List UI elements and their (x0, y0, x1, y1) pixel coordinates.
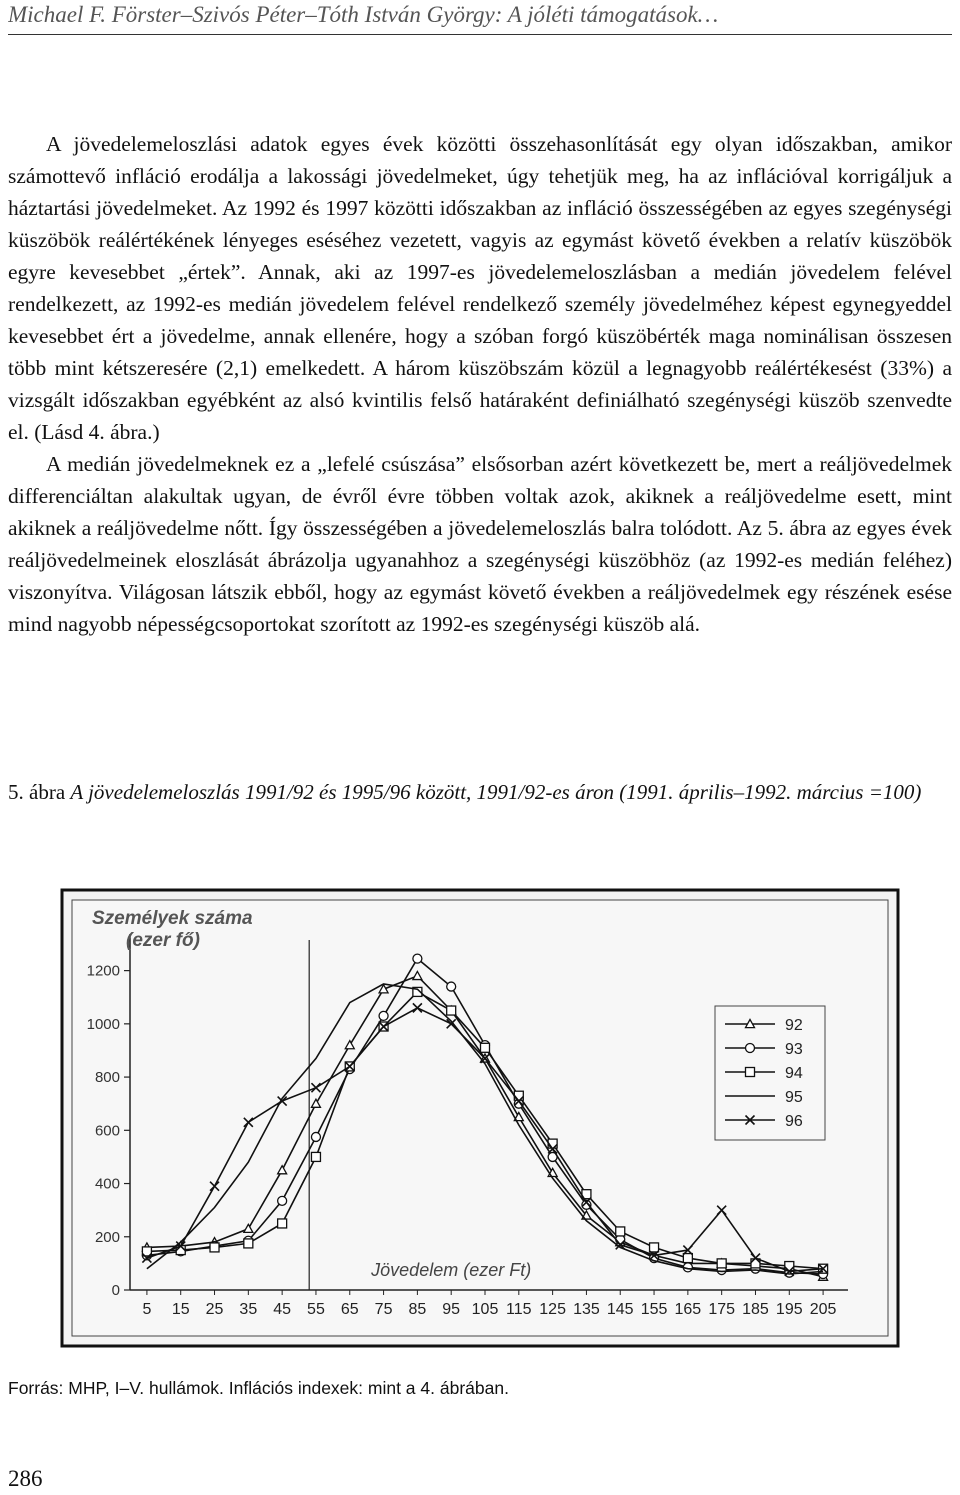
source-note: Forrás: MHP, I–V. hullámok. Inflációs indexek: mint a 4. ábrában. (8, 1378, 509, 1398)
point-93-55 (311, 1132, 320, 1141)
x-tick-label-45: 45 (273, 1301, 292, 1318)
y-tick-label-0: 0 (111, 1282, 120, 1299)
figure-caption (8, 776, 952, 808)
y-axis-label-unit: (ezer fő) (126, 930, 200, 951)
x-tick-label-135: 135 (573, 1301, 600, 1318)
legend-marker-94 (746, 1068, 755, 1077)
y-tick-label-1000: 1000 (86, 1015, 120, 1033)
x-tick-label-155: 155 (640, 1301, 668, 1318)
legend-label-92: 92 (785, 1017, 803, 1034)
x-axis-label: Jövedelem (ezer Ft) (371, 1260, 532, 1280)
figure-5 (60, 888, 900, 1348)
point-94-25 (210, 1243, 219, 1252)
x-tick-label-65: 65 (340, 1301, 359, 1318)
point-94-165 (683, 1254, 692, 1263)
x-tick-label-175: 175 (708, 1301, 736, 1318)
y-tick-label-200: 200 (94, 1228, 120, 1246)
x-tick-label-205: 205 (809, 1301, 837, 1318)
x-tick-label-115: 115 (506, 1301, 532, 1318)
paragraph-2: A medián jövedelmeknek ez a „lefelé csúszása” elsősorban azért következett be, mert a reáljövedelmek differenciáltan alakultak ugyan, de évről évre többen voltak azok, akiknek a reáljövedelme esett, mint akiknek a reáljövedelme nőtt. Így összességében a jövedelemeloszlás balra tolódott. Az 5. ábra az egyes évek reáljövedelmeinek eloszlását ábrázolja ugyanahhoz a szegénységi küszöbhöz (az 1992-es medián feléhez) viszonyítva. Világosan látszik ebből, hogy az egymást követő években a reáljövedelmek egy részének esése mind nagyobb népességcsoportokat szorított az 1992-es szegénységi küszöb alá. (8, 452, 952, 636)
point-94-95 (447, 1006, 456, 1015)
point-93-45 (278, 1196, 287, 1205)
point-94-35 (244, 1239, 253, 1248)
y-tick-label-600: 600 (94, 1122, 120, 1140)
paragraph-1: A jövedelemeloszlási adatok egyes évek közötti összehasonlítását egy olyan időszakban, amikor számottevő infláció erodálja a lakossági jövedelmeket, úgy tehetjük meg, ha az inflációval korrigáljuk a háztartási jövedelmeket. Az 1992 és 1997 közötti időszakban az infláció összességében az egyes szegénységi küszöbök reálértékének lényeges eséséhez vezetett, vagyis az egymást követő években a relatív küszöbök egyre kevesebbet „értek”. Annak, aki az 1997-es jövedelemeloszlásban a medián jövedelem felével rendelkezett, az 1992-es medián jövedelem felével rendelkező személy jövedelméhez képest egynegyeddel kevesebbet ért a jövedelme, annak ellenére, hogy a szóban forgó küszöbérték maga nominálisan összesen több mint kétszeresére (2,1) emelkedett. A három küszöbszám közül a legnagyobb reálértékesést (33%) a vizsgált időszakban egyébként az alsó kvintilis felső határaként definiálható szegénységi küszöb szenvedte el. (Lásd 4. ábra.) (8, 132, 952, 444)
point-94-175 (717, 1259, 726, 1268)
y-tick-label-1200: 1200 (86, 962, 120, 980)
x-tick-label-95: 95 (442, 1301, 461, 1318)
point-93-75 (379, 1011, 388, 1020)
point-94-145 (616, 1227, 625, 1236)
x-tick-label-145: 145 (606, 1301, 634, 1318)
x-tick-label-105: 105 (471, 1301, 499, 1318)
y-axis-label: Személyek száma (92, 908, 253, 929)
x-tick-label-35: 35 (239, 1301, 258, 1318)
legend-marker-93 (746, 1044, 755, 1053)
x-tick-label-55: 55 (307, 1301, 325, 1318)
x-tick-label-15: 15 (171, 1301, 190, 1318)
point-93-85 (413, 954, 422, 963)
x-tick-label-195: 195 (775, 1301, 803, 1318)
body-text (8, 128, 952, 640)
income-distribution-chart (60, 888, 900, 1348)
x-tick-label-165: 165 (674, 1301, 702, 1318)
y-tick-label-400: 400 (94, 1175, 120, 1193)
x-tick-label-85: 85 (408, 1301, 427, 1318)
point-94-45 (278, 1219, 287, 1228)
legend-label-94: 94 (785, 1065, 803, 1082)
y-tick-label-800: 800 (94, 1069, 120, 1087)
legend-label-96: 96 (785, 1113, 803, 1130)
x-tick-label-185: 185 (742, 1301, 769, 1318)
running-title: Michael F. Förster–Szivós Péter–Tóth István György: A jóléti támogatások… (8, 2, 719, 27)
figure-label: 5. ábra (8, 780, 66, 804)
x-tick-label-125: 125 (539, 1301, 566, 1318)
point-94-55 (311, 1152, 320, 1161)
legend-label-93: 93 (785, 1041, 803, 1058)
x-tick-label-25: 25 (205, 1301, 224, 1318)
point-93-95 (447, 982, 456, 991)
point-94-155 (650, 1243, 659, 1252)
figure-title: A jövedelemeloszlás 1991/92 és 1995/96 között, 1991/92-es áron (1991. április–1992. március =100) (70, 780, 922, 804)
x-tick-label-75: 75 (374, 1301, 393, 1318)
running-header (8, 0, 952, 35)
x-tick-label-5: 5 (142, 1301, 152, 1318)
page-number: 286 (8, 1466, 43, 1491)
legend-label-95: 95 (785, 1089, 803, 1106)
point-94-105 (481, 1043, 490, 1052)
